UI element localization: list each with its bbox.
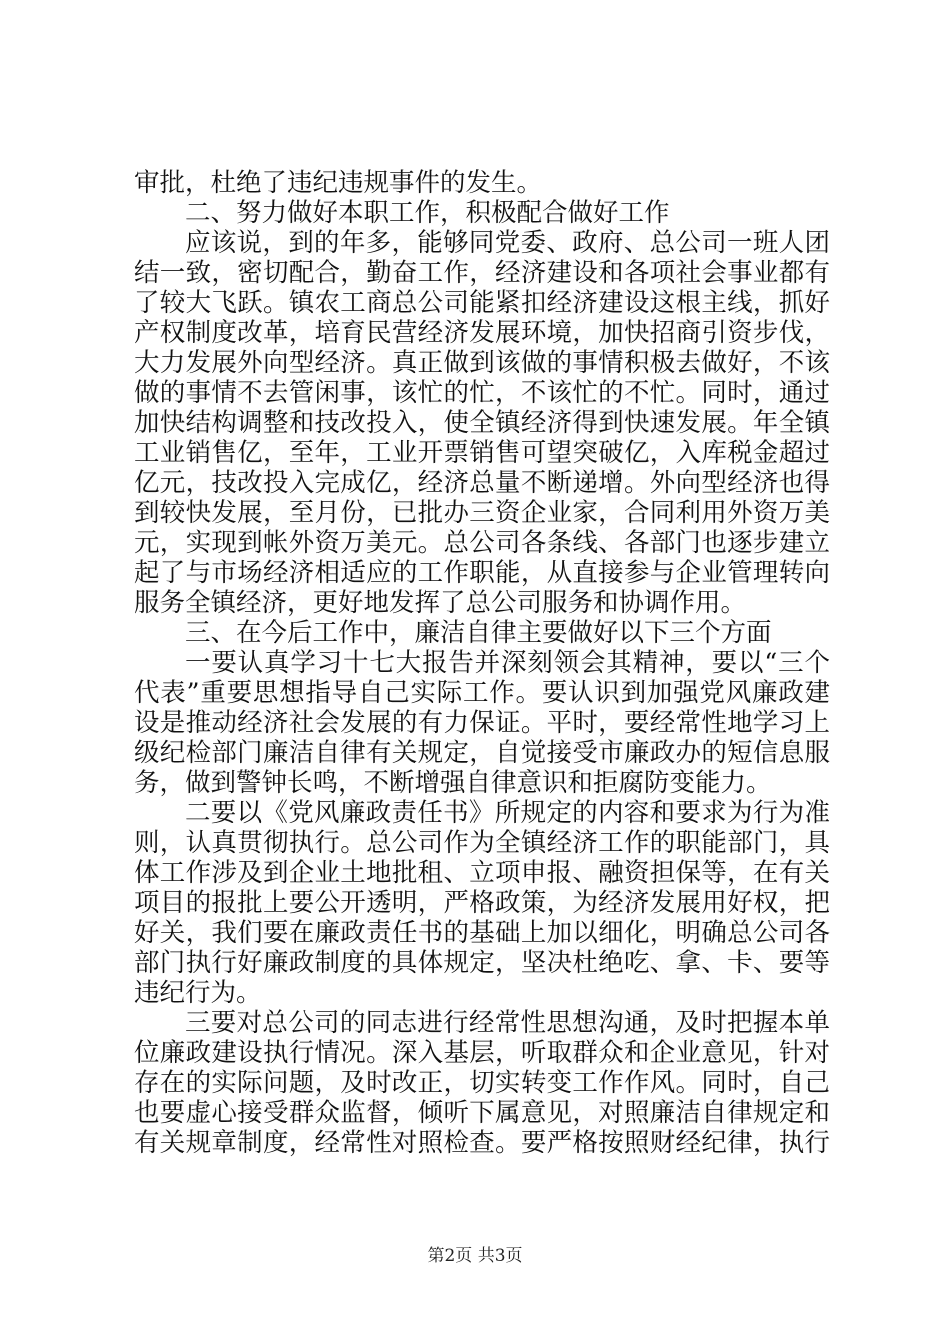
text-line: 存在的实际问题，及时改正，切实转变工作作风。同时，自己	[134, 1068, 830, 1098]
text-line: 产权制度改革，培育民营经济发展环境，加快招商引资步伐，	[134, 318, 830, 348]
text-line: 有关规章制度，经常性对照检查。要严格按照财经纪律，执行	[134, 1128, 830, 1158]
text-line: 代表”重要思想指导自己实际工作。要认识到加强党风廉政建	[134, 678, 830, 708]
text-line: 二、努力做好本职工作，积极配合做好工作	[185, 198, 670, 228]
text-line: 应该说，到的年多，能够同党委、政府、总公司一班人团	[185, 228, 830, 258]
text-line: 加快结构调整和技改投入，使全镇经济得到快速发展。年全镇	[134, 408, 830, 438]
text-line: 了较大飞跃。镇农工商总公司能紧扣经济建设这根主线，抓好	[134, 288, 830, 318]
text-line: 违纪行为。	[134, 978, 262, 1008]
text-line: 结一致，密切配合，勤奋工作，经济建设和各项社会事业都有	[134, 258, 830, 288]
text-line: 级纪检部门廉洁自律有关规定，自觉接受市廉政办的短信息服	[134, 738, 830, 768]
text-line: 三要对总公司的同志进行经常性思想沟通，及时把握本单	[185, 1008, 830, 1038]
text-line: 好关，我们要在廉政责任书的基础上加以细化，明确总公司各	[134, 918, 830, 948]
text-line: 三、在今后工作中，廉洁自律主要做好以下三个方面	[185, 618, 772, 648]
text-line: 一要认真学习十七大报告并深刻领会其精神，要以“三个	[185, 648, 830, 678]
text-line: 元，实现到帐外资万美元。总公司各条线、各部门也逐步建立	[134, 528, 830, 558]
text-line: 设是推动经济社会发展的有力保证。平时，要经常性地学习上	[134, 708, 830, 738]
text-line: 大力发展外向型经济。真正做到该做的事情积极去做好，不该	[134, 348, 830, 378]
text-line: 二要以《党风廉政责任书》所规定的内容和要求为行为准	[185, 798, 830, 828]
text-line: 项目的报批上要公开透明，严格政策，为经济发展用好权，把	[134, 888, 830, 918]
text-line: 工业销售亿，至年，工业开票销售可望突破亿，入库税金超过	[134, 438, 830, 468]
text-line: 服务全镇经济，更好地发挥了总公司服务和协调作用。	[134, 588, 747, 618]
page-footer: 第2页 共3页	[427, 1246, 523, 1266]
document-body	[134, 168, 830, 1158]
text-line: 亿元，技改投入完成亿，经济总量不断递增。外向型经济也得	[134, 468, 830, 498]
text-line: 起了与市场经济相适应的工作职能，从直接参与企业管理转向	[134, 558, 830, 588]
text-line: 也要虚心接受群众监督，倾听下属意见，对照廉洁自律规定和	[134, 1098, 830, 1128]
text-line: 审批，杜绝了违纪违规事件的发生。	[134, 168, 543, 198]
text-line: 做的事情不去管闲事，该忙的忙，不该忙的不忙。同时，通过	[134, 378, 830, 408]
text-line: 部门执行好廉政制度的具体规定，坚决杜绝吃、拿、卡、要等	[134, 948, 830, 978]
text-line: 体工作涉及到企业土地批租、立项申报、融资担保等，在有关	[134, 858, 830, 888]
text-line: 到较快发展，至月份，已批办三资企业家，合同利用外资万美	[134, 498, 830, 528]
text-line: 位廉政建设执行情况。深入基层，听取群众和企业意见，针对	[134, 1038, 830, 1068]
text-line: 则，认真贯彻执行。总公司作为全镇经济工作的职能部门，具	[134, 828, 830, 858]
text-line: 务，做到警钟长鸣，不断增强自律意识和拒腐防变能力。	[134, 768, 772, 798]
